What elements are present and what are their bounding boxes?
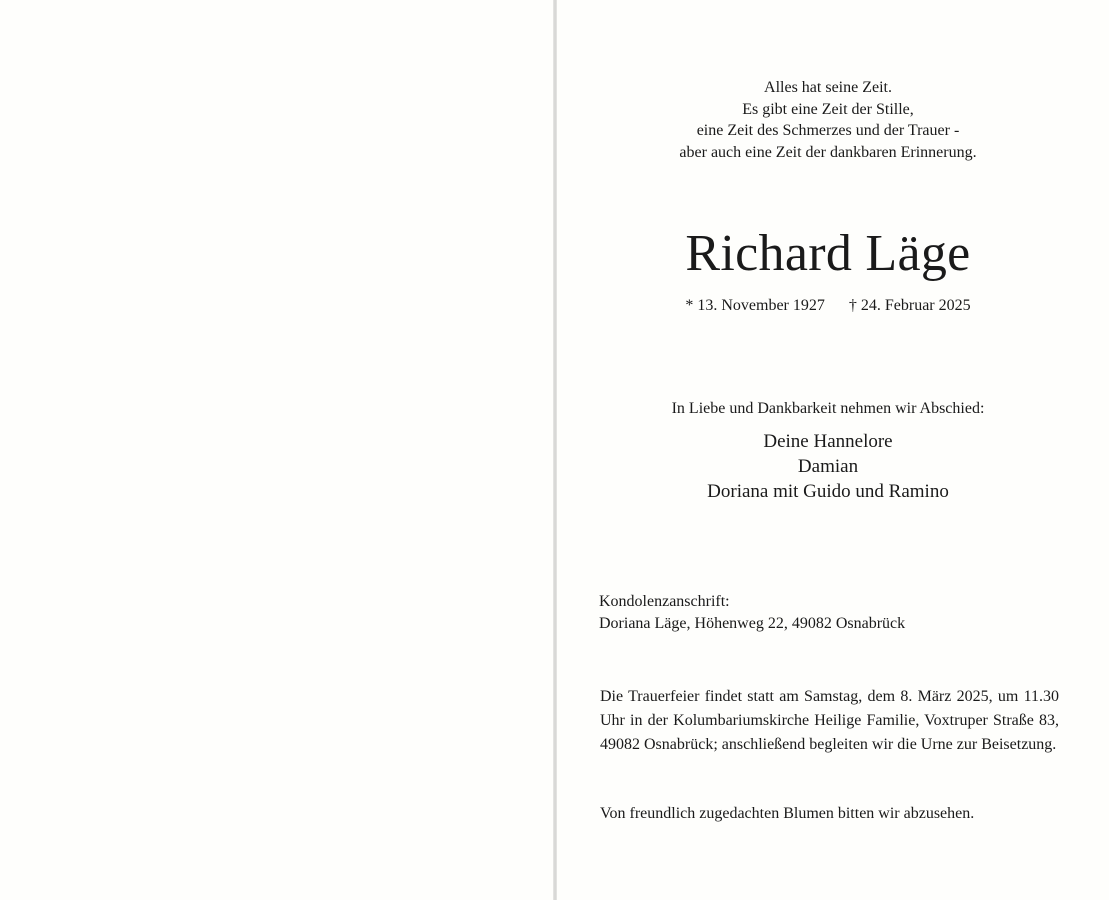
family-member: Damian <box>797 456 859 477</box>
ceremony-details: Die Trauerfeier findet statt am Samstag, dem 8. März 2025, um 11.30 Uhr in der Kolumbariumskirche Heilige Familie, Voxtruper Straße 83, 49082 Osnabrück; anschließend begleiten wir die Urne zur Beisetzung. <box>600 688 1059 753</box>
condolence-label: Kondolenzanschrift: <box>599 593 730 610</box>
poem <box>557 77 1099 163</box>
poem-line: Alles hat seine Zeit. <box>764 79 892 96</box>
birth-date: * 13. November 1927 <box>685 297 825 314</box>
farewell-intro: In Liebe und Dankbarkeit nehmen wir Abschied: <box>671 400 985 417</box>
poem-line: Es gibt eine Zeit der Stille, <box>742 100 914 118</box>
condolence-address: Doriana Läge, Höhenweg 22, 49082 Osnabrück <box>599 615 906 632</box>
life-dates <box>557 296 1099 316</box>
flowers-note: Von freundlich zugedachten Blumen bitten wir abzusehen. <box>600 805 975 822</box>
family-list <box>557 429 1099 504</box>
poem-line: aber auch eine Zeit der dankbaren Erinnerung. <box>679 143 977 161</box>
poem-line: eine Zeit des Schmerzes und der Trauer - <box>696 122 960 139</box>
family-member: Doriana mit Guido und Ramino <box>707 481 949 502</box>
death-date: † 24. Februar 2025 <box>848 297 971 314</box>
left-page <box>0 0 553 900</box>
right-page <box>557 0 1109 900</box>
deceased-name: Richard Läge <box>685 225 971 282</box>
family-member: Deine Hannelore <box>763 431 893 452</box>
condolence-address-block <box>599 591 905 635</box>
